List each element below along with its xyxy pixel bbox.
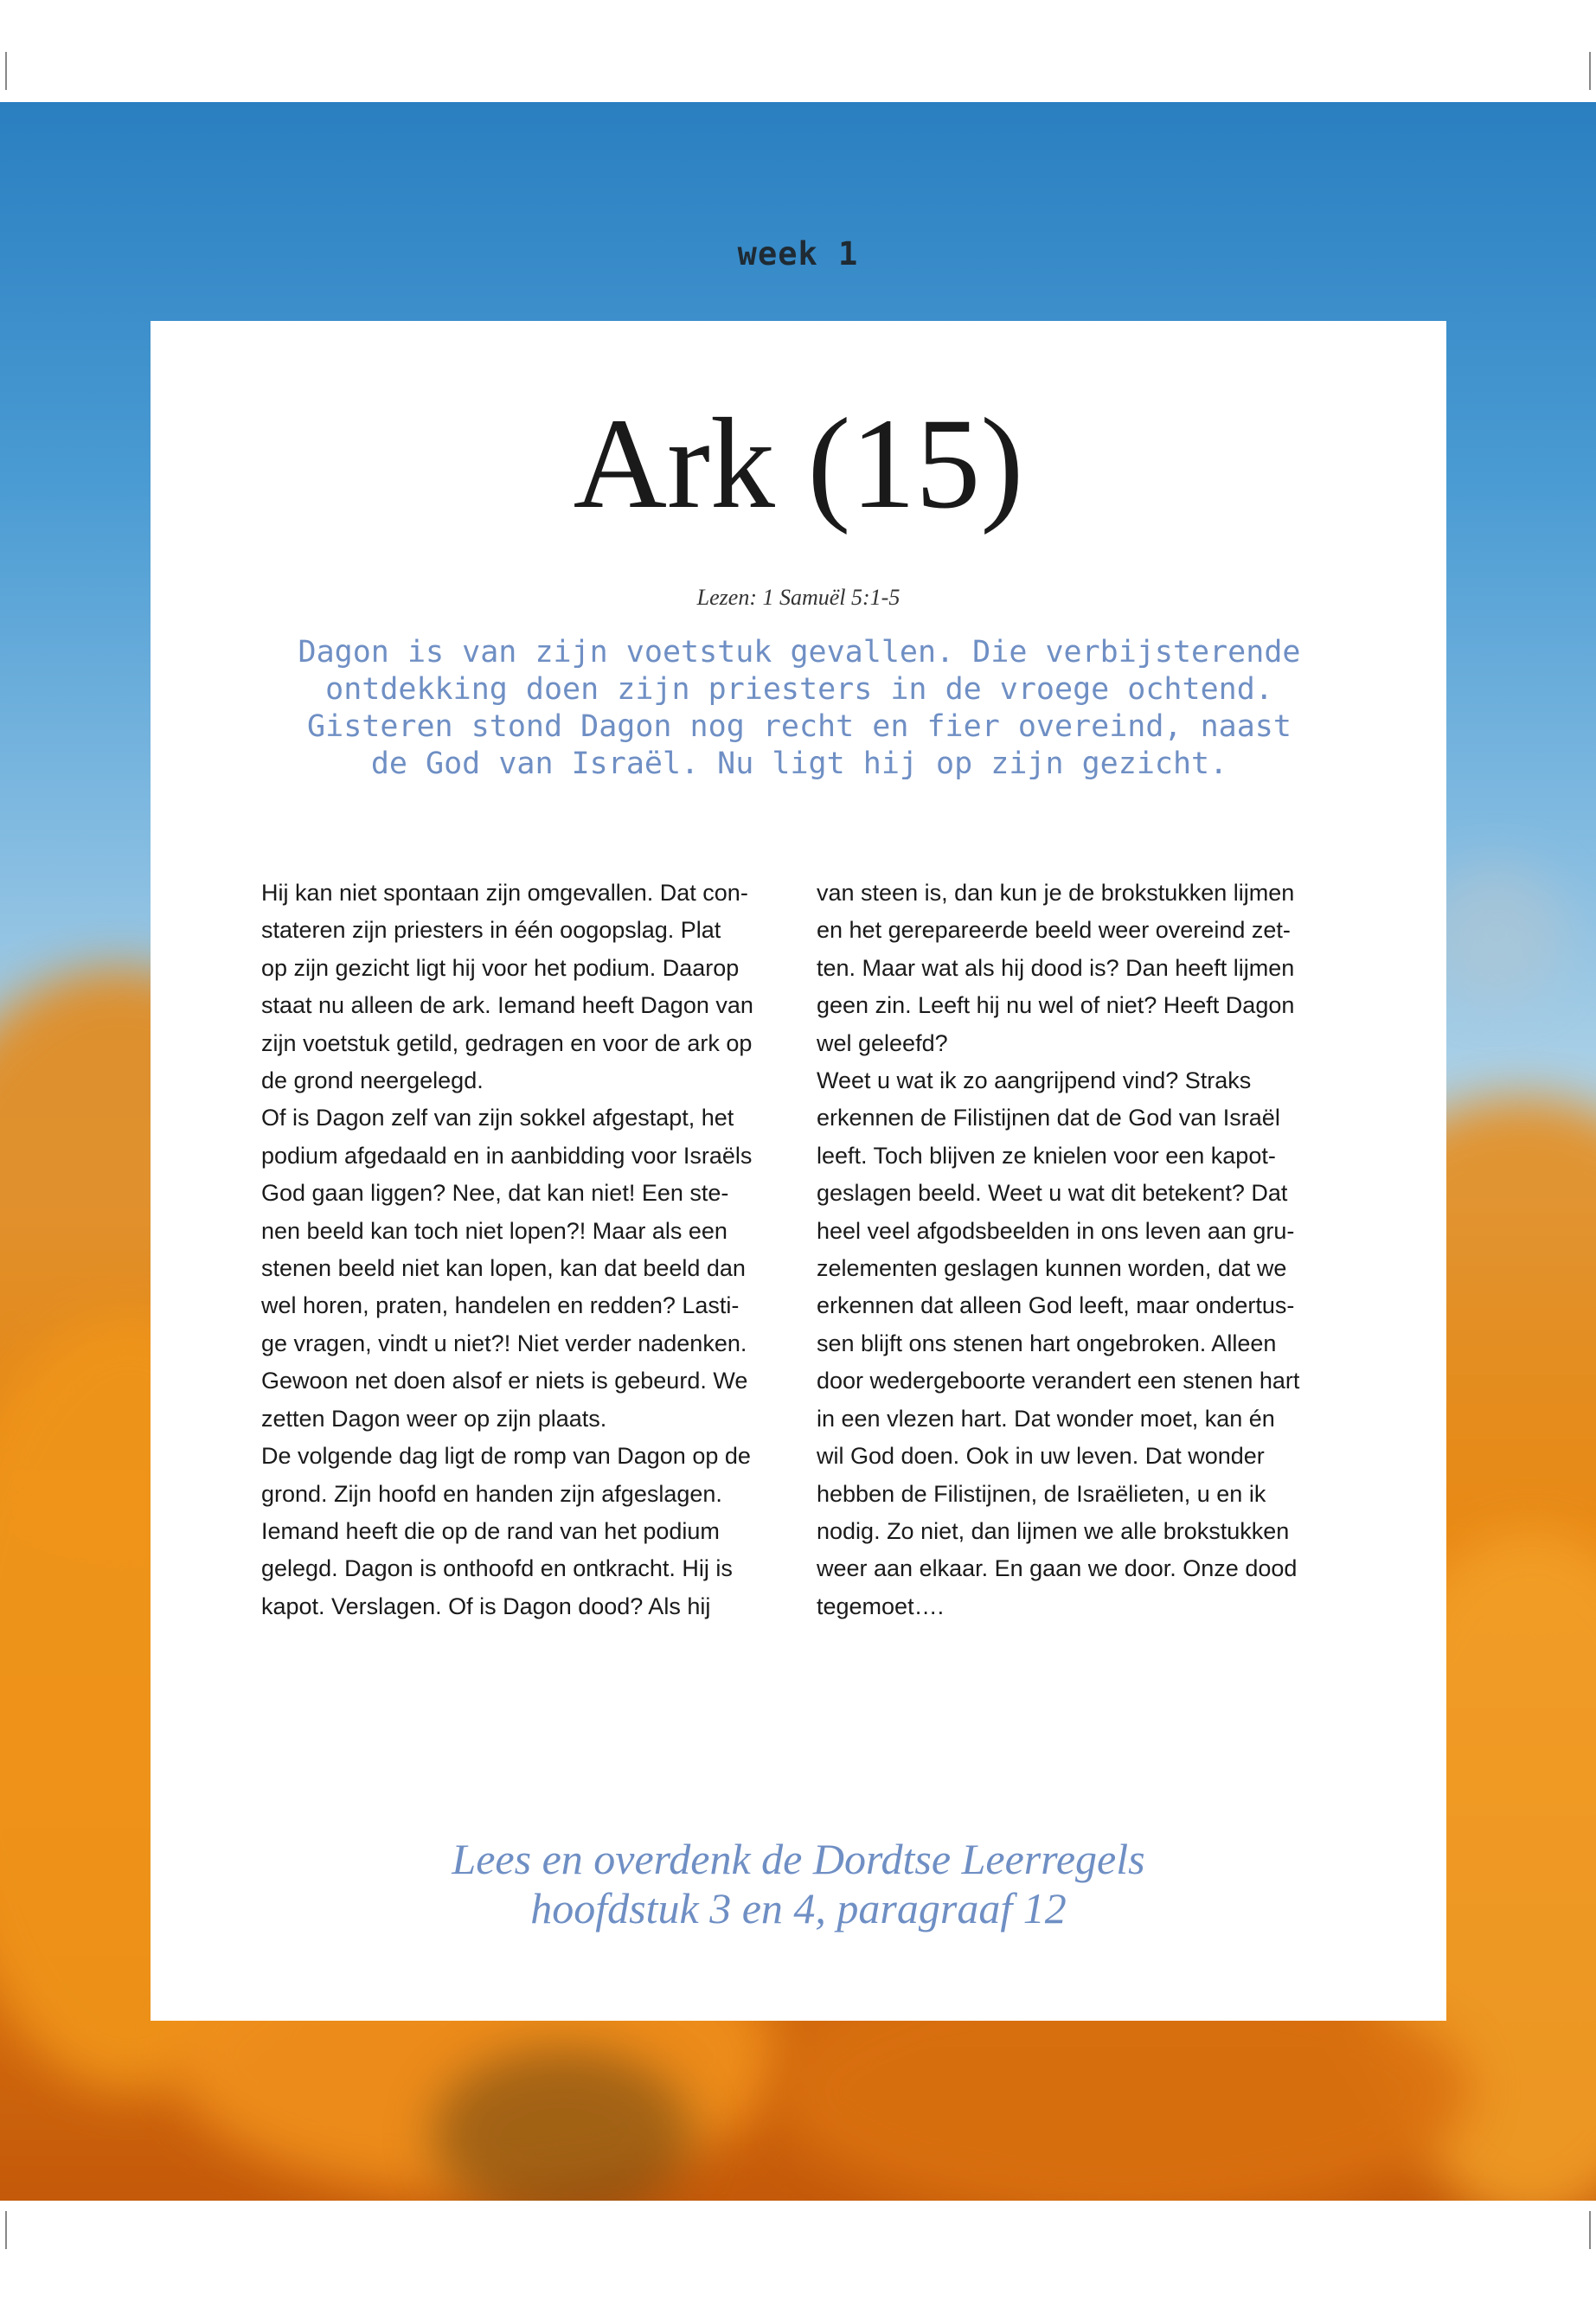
body-line: erkennen dat alleen God leeft, maar ondertus- [817,1292,1295,1319]
body-line: Of is Dagon zelf van zijn sokkel afgestapt, het [261,1105,734,1131]
body-line: nodig. Zo niet, dan lijmen we alle brokstukken [817,1517,1290,1544]
body-line: ge vragen, vindt u niet?! Niet verder nadenken. [261,1330,747,1356]
body-line: hebben de Filistijnen, de Israëlieten, u en ik [817,1480,1266,1507]
intro-line: ontdekking doen zijn priesters in de vroege ochtend. [325,672,1273,707]
body-line: gelegd. Dagon is onthoofd en ontkracht. Hij is [261,1555,733,1582]
intro-line: de God van Israël. Nu ligt hij op zijn gezicht. [370,747,1228,781]
body-column-right [817,875,1355,1625]
body-line: stenen beeld niet kan lopen, kan dat beeld dan [261,1255,746,1282]
body-line: Weet u wat ik zo aangrijpend vind? Straks [817,1067,1252,1094]
body-line: wel horen, praten, handelen en redden? Lasti- [261,1292,740,1319]
body-line: heel veel afgodsbeelden in ons leven aan gru- [817,1217,1295,1244]
body-line: zelementen geslagen kunnen worden, dat we [817,1255,1287,1282]
reading-reference: Lezen: 1 Samuël 5:1-5 [696,585,901,610]
body-line: op zijn gezicht ligt hij voor het podium. Daarop [261,954,740,981]
body-line: ten. Maar wat als hij dood is? Dan heeft lijmen [817,954,1295,981]
body-line: staat nu alleen de ark. Iemand heeft Dagon van [261,992,753,1019]
body-line: tegemoet…. [817,1593,945,1619]
crop-mark-bottom-right [1589,2211,1591,2249]
body-column-left [261,875,799,1625]
body-line: door wedergeboorte verandert een stenen hart [817,1368,1300,1394]
body-line: Iemand heeft die op de rand van het podium [261,1517,720,1544]
body-line: stateren zijn priesters in één oogopslag. Plat [261,917,721,944]
body-line: Hij kan niet spontaan zijn omgevallen. Dat con- [261,880,748,906]
intro-line: Gisteren stond Dagon nog recht en fier overeind, naast [307,709,1292,744]
closing-line: Lees en overdenk de Dordtse Leerregels [452,1835,1145,1883]
week-label: week 1 [737,235,859,272]
crop-mark-bottom-left [5,2211,7,2249]
body-line: zetten Dagon weer op zijn plaats. [261,1405,607,1432]
body-line: weer aan elkaar. En gaan we door. Onze dood [817,1555,1298,1582]
article-card [151,321,1446,2021]
body-line: de grond neergelegd. [261,1067,484,1094]
body-line: geen zin. Leeft hij nu wel of niet? Heeft Dagon [817,992,1295,1019]
body-line: geslagen beeld. Weet u wat dit betekent? Dat [817,1180,1288,1207]
body-line: Gewoon net doen alsof er niets is gebeurd. We [261,1368,748,1394]
body-line: erkennen de Filistijnen dat de God van Israël [817,1105,1280,1131]
intro-text [246,634,1353,783]
intro-line: Dagon is van zijn voetstuk gevallen. Die verbijsterende [298,635,1301,670]
body-line: wil God doen. Ook in uw leven. Dat wonder [817,1443,1265,1470]
crop-mark-top-right [1589,52,1591,90]
crop-mark-top-left [5,52,7,90]
body-line: kapot. Verslagen. Of is Dagon dood? Als hij [261,1593,711,1619]
body-line: leeft. Toch blijven ze knielen voor een kapot- [817,1142,1276,1169]
body-line: podium afgedaald en in aanbidding voor Israëls [261,1142,753,1169]
body-line: God gaan liggen? Nee, dat kan niet! Een ste- [261,1180,729,1207]
body-line: van steen is, dan kun je de brokstukken lijmen [817,880,1295,906]
body-line: en het gerepareerde beeld weer overeind zet- [817,917,1291,944]
closing-note [151,1835,1446,1933]
body-line: in een vlezen hart. Dat wonder moet, kan én [817,1405,1275,1432]
closing-line: hoofdstuk 3 en 4, paragraaf 12 [530,1884,1067,1932]
body-line: grond. Zijn hoofd en handen zijn afgeslagen. [261,1480,722,1507]
body-line: nen beeld kan toch niet lopen?! Maar als een [261,1217,727,1244]
body-line: De volgende dag ligt de romp van Dagon op de [261,1443,751,1470]
body-line: wel geleefd? [817,1029,948,1056]
body-line: zijn voetstuk getild, gedragen en voor de ark op [261,1029,753,1056]
article-title: Ark (15) [573,392,1024,535]
body-line: sen blijft ons stenen hart ongebroken. Alleen [817,1330,1277,1356]
